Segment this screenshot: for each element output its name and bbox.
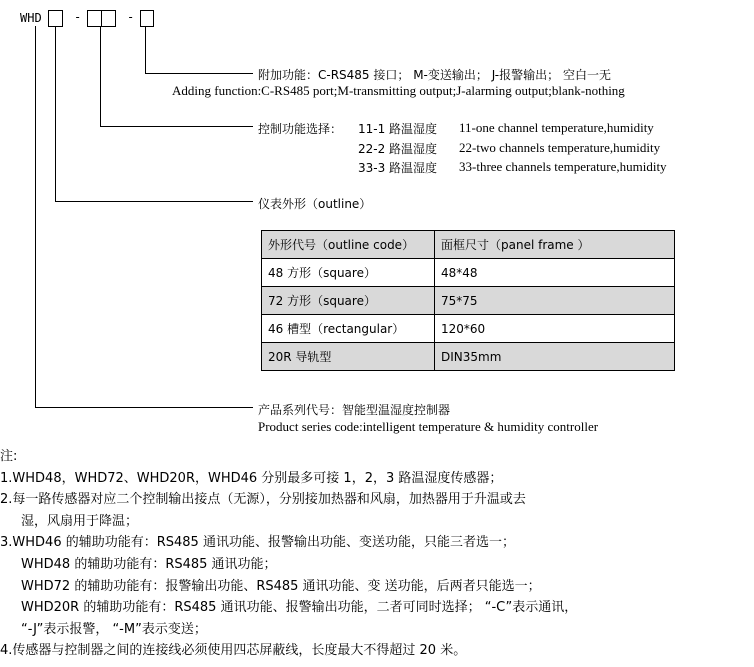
series-connector-h — [35, 407, 253, 408]
panel-frame-cell: DIN35mm — [435, 343, 675, 371]
table-row — [262, 287, 675, 315]
header-outline-code: 外形代号（outline code） — [262, 231, 435, 259]
panel-frame-cell: 48*48 — [435, 259, 675, 287]
table-row — [262, 343, 675, 371]
note-3c: WHD72 的辅助功能有：报警输出功能、RS485 通讯功能、变 送功能，后两者只能选一； — [21, 578, 541, 594]
code-dash-2: - — [127, 10, 135, 24]
addon-code-box — [140, 10, 154, 27]
outline-table — [261, 230, 675, 371]
note-4: 4.传感器与控制器之间的连接线必须使用四芯屏蔽线，长度最大不得超过 20 米。 — [0, 643, 467, 659]
control-connector-v — [100, 26, 101, 126]
series-code-box — [48, 10, 63, 27]
outline-connector-v — [55, 26, 56, 201]
panel-frame-cell: 75*75 — [435, 287, 675, 315]
panel-frame-cell: 120*60 — [435, 315, 675, 343]
note-3a: 3.WHD46 的辅助功能有：RS485 通讯功能、报警输出功能、变送功能，只能三者选一； — [0, 535, 515, 551]
control-option-1-en: 11-one channel temperature,humidity — [459, 120, 654, 135]
outline-code-cell: 48 方形（square） — [262, 259, 435, 287]
control-option-3-en: 33-three channels temperature,humidity — [459, 159, 667, 174]
addon-en: Adding function:C-RS485 port;M-transmitting output;J-alarming output;blank-nothing — [172, 83, 625, 98]
outline-connector-h — [55, 201, 253, 202]
notes-title: 注: — [0, 449, 18, 464]
notes-section — [0, 446, 752, 662]
note-1: 1.WHD48，WHD72、WHD20R，WHD46 分别最多可接 1，2，3 路温湿度传感器； — [0, 470, 503, 486]
code-dash-1: - — [74, 10, 82, 24]
control-option-3-zh: 33-3 路温湿度 — [358, 161, 438, 175]
control-label: 控制功能选择： — [258, 122, 343, 136]
table-row — [262, 259, 675, 287]
control-code-box-2 — [101, 10, 116, 27]
addon-connector-v — [145, 26, 146, 73]
control-code-box-1 — [87, 10, 102, 27]
note-3d: WHD20R 的辅助功能有：RS485 通讯功能、报警输出功能，二者可同时选择； “-C”表示通讯， — [21, 600, 578, 616]
code-prefix: WHD — [20, 11, 42, 25]
outline-label: 仪表外形（outline） — [258, 197, 372, 211]
control-option-2-zh: 22-2 路温湿度 — [358, 142, 438, 156]
control-option-1-zh: 11-1 路温湿度 — [358, 122, 438, 136]
note-2a: 2.每一路传感器对应二个控制输出接点（无源），分别接加热器和风扇，加热器用于升温或去 — [0, 492, 526, 508]
outline-code-cell: 20R 导轨型 — [262, 343, 435, 371]
outline-code-cell: 72 方形（square） — [262, 287, 435, 315]
note-2b: 湿，风扇用于降温； — [21, 513, 139, 529]
control-connector-h — [100, 126, 253, 127]
table-row — [262, 315, 675, 343]
series-zh: 产品系列代号：智能型温湿度控制器 — [258, 403, 451, 417]
control-option-2-en: 22-two channels temperature,humidity — [459, 140, 661, 155]
table-header-row — [262, 231, 675, 259]
series-en: Product series code:intelligent temperature & humidity controller — [258, 419, 599, 434]
series-connector-v — [35, 26, 36, 407]
addon-connector-h — [145, 73, 253, 74]
addon-zh: 附加功能：C-RS485 接口； M-变送输出； J-报警输出； 空白一无 — [258, 68, 611, 82]
outline-code-cell: 46 槽型（rectangular） — [262, 315, 435, 343]
note-3b: WHD48 的辅助功能有：RS485 通讯功能； — [21, 556, 277, 572]
note-3e: “-J”表示报警， “-M”表示变送； — [21, 621, 207, 637]
header-panel-frame: 面框尺寸（panel frame ） — [435, 231, 675, 259]
